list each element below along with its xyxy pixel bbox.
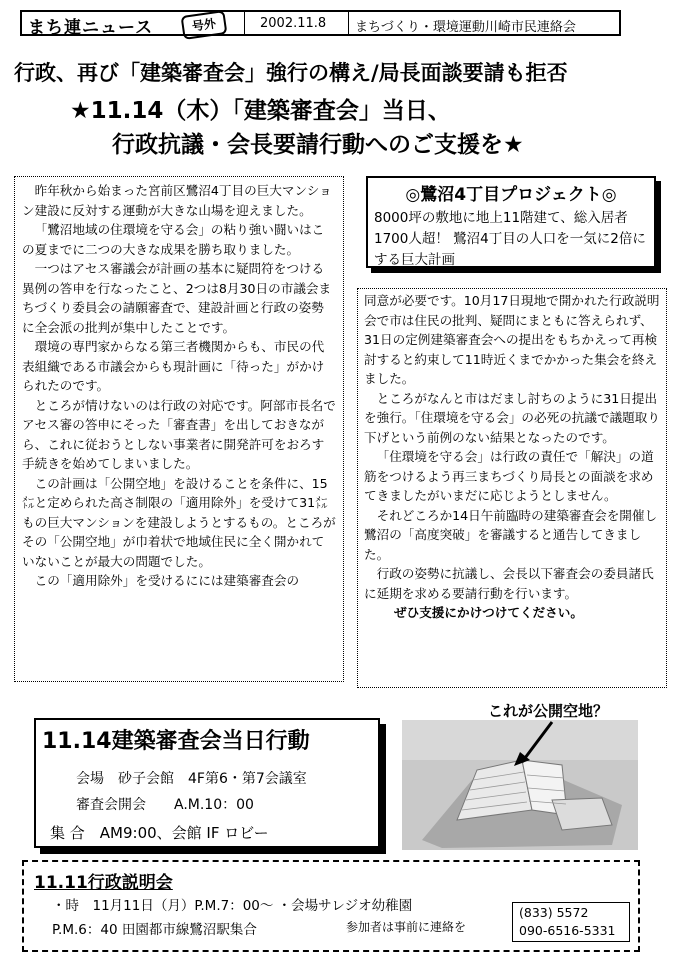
project-description: 8000坪の敷地に地上11階建て、総入居者1700人超！ 鷺沼4丁目の人口を一気に2倍にする巨大計画 <box>374 210 646 268</box>
event-title: 11.14建築審査会当日行動 <box>42 729 310 754</box>
article-paragraph: 「鷺沼地域の住環境を守る会」の粘り強い闘いはこの夏までに二つの大きな成果を勝ち取りました。 <box>22 222 325 257</box>
masthead <box>20 10 621 36</box>
article-paragraph: 環境の専門家からなる第三者機関からも、市民の代表組織である市議会からも現計画に「待った」がかけられたのです。 <box>22 339 325 393</box>
article-paragraph: 同意が必要です。10月17日現地で開かれた行政説明会で市は住民の批判、疑問にまともに答えられず、31日の定例建築審査会への提出をもちかえって再検討すると約束して11時近くまでかかった集会を終えました。 <box>364 293 660 386</box>
contact-phone: (833) 5572 <box>519 905 589 920</box>
newsletter-name: まち連ニュース <box>28 18 154 38</box>
contact-box <box>512 902 630 942</box>
contact-mobile: 090-6516-5331 <box>519 923 616 938</box>
briefing-note: 参加者は事前に連絡を <box>346 920 467 934</box>
event-venue: 会場 砂子会館 4F第6・第7会議室 <box>76 771 307 787</box>
article-paragraph: この「適用除外」を受けるにには建築審査会の <box>34 573 300 588</box>
project-title: ◎鷺沼4丁目プロジェクト◎ <box>405 185 617 205</box>
article-paragraph: この計画は「公開空地」を設けることを条件に、15㍍と定められた高さ制限の「適用除外」を受けて31㍍もの巨大マンションを建設しようとするもの。ところがその「公開空地」が巾着状で地域住民に全く開かれていないことが最大の問題でした。 <box>22 475 336 569</box>
masthead-divider <box>348 12 349 34</box>
event-action-box <box>34 718 380 848</box>
call-to-action: ぜひ支援にかけつけてください。 <box>394 605 583 620</box>
headline-sub-1: ★11.14（木）「建築審査会」当日、 <box>70 98 451 124</box>
article-paragraph: ところがなんと市はだまし討ちのように31日提出を強行。「住環境を守る会」の必死の抗議で議題取り下げという前例のない結果となったのです。 <box>364 390 660 445</box>
briefing-title: 11.11行政説明会 <box>34 873 173 893</box>
issue-date: 2002.11.8 <box>260 16 327 31</box>
event-meeting-point: 集 合 AM9:00、会館 IF ロビー <box>50 824 269 842</box>
project-info-box <box>366 176 656 268</box>
masthead-divider <box>244 12 245 34</box>
article-paragraph: 行政の姿勢に抗議し、会長以下審査会の委員諸氏に延期を求める要請行動を行います。 <box>364 566 654 601</box>
article-paragraph: 「住環境を守る会」は行政の責任で「解決」の道筋をつけるよう再三まちづくり局長との面談を求めてきましたがいまだに応じようとしません。 <box>364 449 654 503</box>
article-column-left <box>14 176 344 682</box>
event-opening-time: 審査会開会 A.M.10：00 <box>76 797 254 813</box>
briefing-box <box>22 860 640 952</box>
article-paragraph: 一つはアセス審議会が計画の基本に疑問符をつける異例の答申を行なったこと、2つは8月30日の市議会まちづくり委員会の請願審査で、建設計画と行政の姿勢に全会派の批判が集中したことです。 <box>22 261 332 335</box>
headline-main: 行政、再び「建築審査会」強行の構え/局長面談要請も拒否 <box>14 61 568 85</box>
headline-sub-2: 行政抗議・会長要請行動へのご支援を★ <box>112 132 524 158</box>
development-photo <box>402 720 638 850</box>
briefing-datetime-venue: ・時 11月11日（月）P.M.7：00～ ・会場サレジオ幼稚園 <box>52 898 413 914</box>
extra-edition-badge: 号外 <box>181 10 228 40</box>
article-paragraph: 昨年秋から始まった宮前区鷺沼4丁目の巨大マンション建設に反対する運動が大きな山場を迎えました。 <box>22 183 332 218</box>
photo-caption: これが公開空地？ <box>488 702 609 720</box>
article-paragraph: ところが情けないのは行政の対応です。阿部市長名でアセス審の答申にそった「審査書」を出しておきながら、これに従おうとしない事業者に開発許可をおろす手続きを始めてしまいました。 <box>22 397 336 471</box>
article-column-right <box>357 288 667 688</box>
article-paragraph: それどころか14日午前臨時の建築審査会を開催し鷺沼の「高度突破」を審議すると通告してきました。 <box>364 507 658 562</box>
publisher-name: まちづくり・環境運動川崎市民連絡会 <box>355 20 576 35</box>
briefing-meeting-point: P.M.6：40 田園都市線鷺沼駅集合 <box>52 922 257 938</box>
